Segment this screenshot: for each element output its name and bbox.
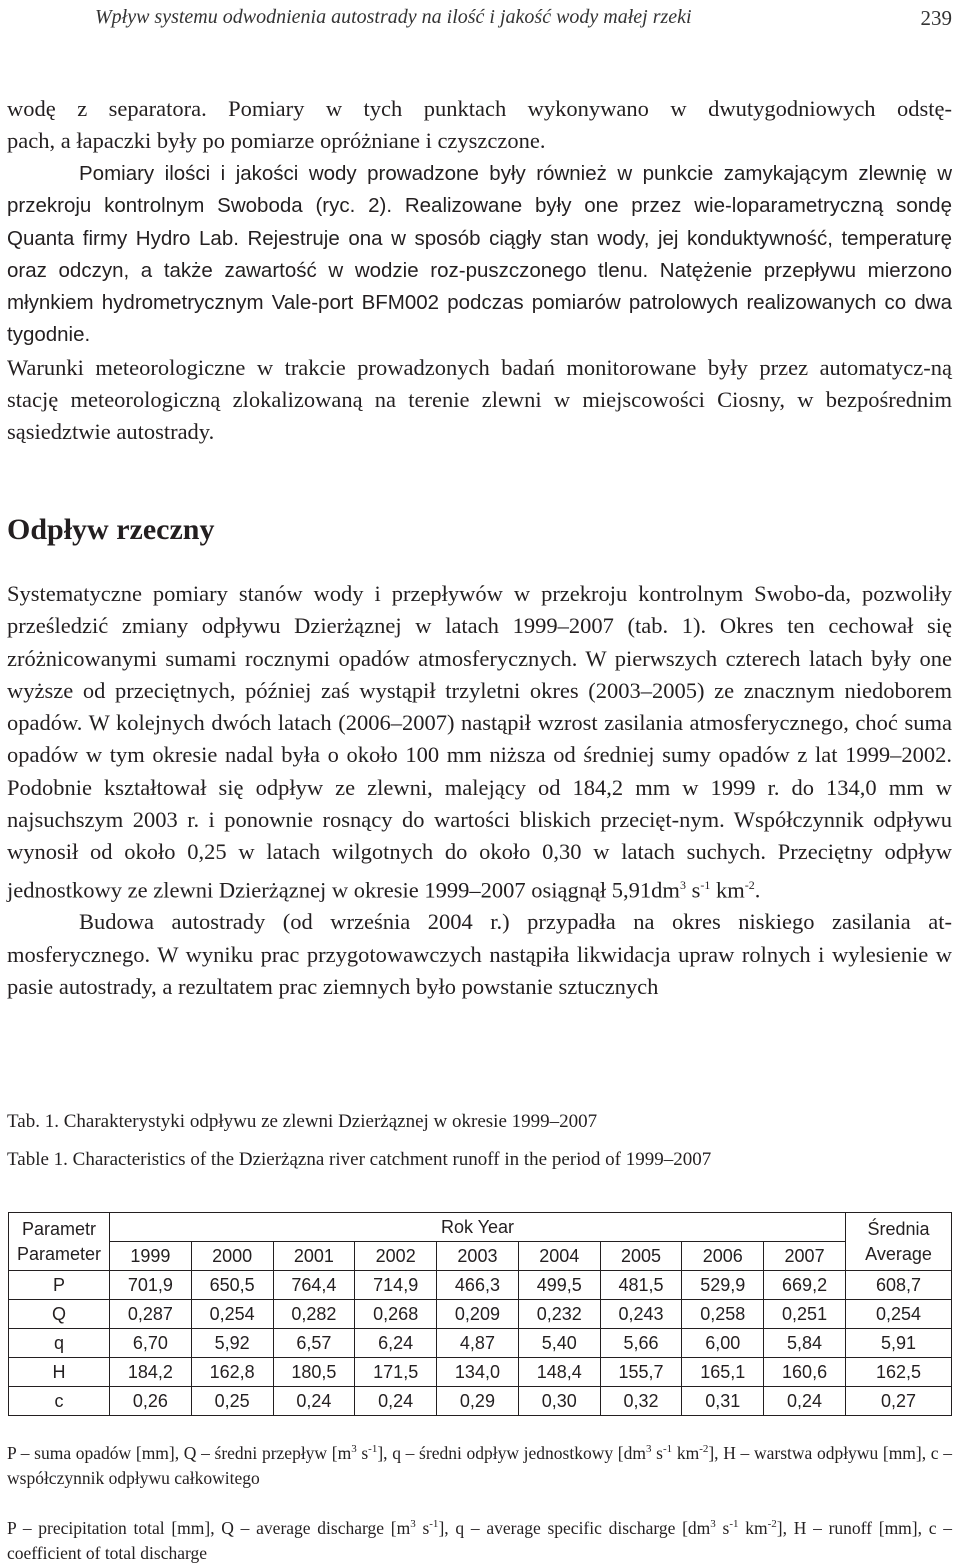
table-cell: 0,26 (110, 1387, 192, 1416)
table-cell: 5,92 (191, 1329, 273, 1358)
note-text: ], H – runoff [mm], c – coefficient of total discharge (7, 1517, 952, 1563)
superscript: -1 (729, 1518, 739, 1530)
table-cell: 0,29 (437, 1387, 519, 1416)
paragraph-highway: Budowa autostrady (od września 2004 r.) przypadła na okres niskiego zasilania at-mosferycznego. W wyniku prac przygotowawczych nastąpiła likwidacja upraw rolnych i wylesienie w pasie autostrady, a rezultatem prac ziemnych było powstanie sztucznych (7, 909, 952, 1000)
year-row (9, 1242, 952, 1271)
table-cell: 165,1 (682, 1358, 764, 1387)
year-cell: 2005 (600, 1242, 682, 1271)
note-text: P – suma opadów [mm], Q – średni przepływ [m (7, 1442, 352, 1463)
superscript: -1 (368, 1443, 378, 1455)
table-cell: 0,282 (273, 1300, 355, 1329)
table-cell: 134,0 (437, 1358, 519, 1387)
table-cell: 0,287 (110, 1300, 192, 1329)
table-cell: 714,9 (355, 1271, 437, 1300)
table-cell-average: 0,254 (846, 1300, 952, 1329)
years-header: Rok Year (110, 1213, 846, 1242)
row-param: P (9, 1271, 110, 1300)
page-number: 239 (920, 6, 952, 30)
note-text: s (415, 1517, 430, 1538)
runoff-table (8, 1212, 952, 1416)
superscript: 3 (645, 1443, 652, 1455)
year-cell: 2000 (191, 1242, 273, 1271)
table-cell: 162,8 (191, 1358, 273, 1387)
table-note-pl (7, 1437, 952, 1491)
table-cell: 180,5 (273, 1358, 355, 1387)
table-cell: 0,232 (518, 1300, 600, 1329)
row-param: q (9, 1329, 110, 1358)
text-line: pach, a łapaczki były po pomiarze opróżniane i czyszczone. (7, 128, 546, 154)
table-row (9, 1358, 952, 1387)
runoff-paragraphs (7, 578, 952, 1003)
table-row (9, 1271, 952, 1300)
note-text: s (356, 1442, 369, 1463)
running-header (0, 6, 952, 30)
table-cell: 6,24 (355, 1329, 437, 1358)
table-cell: 701,9 (110, 1271, 192, 1300)
table-cell: 5,40 (518, 1329, 600, 1358)
table-cell: 0,243 (600, 1300, 682, 1329)
superscript: -2 (744, 877, 755, 892)
note-text: s (651, 1442, 663, 1463)
note-text: km (738, 1517, 768, 1538)
table-cell: 0,32 (600, 1387, 682, 1416)
note-text: ], H – warstwa odpływu [mm], c – współczynnik odpływu całkowitego (7, 1442, 952, 1488)
table-cell: 148,4 (518, 1358, 600, 1387)
table-cell: 0,31 (682, 1387, 764, 1416)
table-cell: 0,254 (191, 1300, 273, 1329)
table-cell: 669,2 (764, 1271, 846, 1300)
table-row (9, 1387, 952, 1416)
year-cell: 2007 (764, 1242, 846, 1271)
table-cell: 0,24 (273, 1387, 355, 1416)
table-caption-pl: Tab. 1. Charakterystyki odpływu ze zlewni Dzierżąznej w okresie 1999–2007 (7, 1111, 598, 1132)
year-cell: 2004 (518, 1242, 600, 1271)
note-text: ], q – średni odpływ jednostkowy [dm (377, 1442, 646, 1463)
paragraph-serif-part: Warunki meteorologiczne w trakcie prowadzonych badań monitorowane były przez automatycz-ną stację meteorologiczną zlokalizowaną na terenie zlewni w miejscowości Ciosny, w bezpośrednim sąsiedztwie autostrady. (7, 354, 952, 445)
table-cell: 5,84 (764, 1329, 846, 1358)
row-param: H (9, 1358, 110, 1387)
table-cell: 650,5 (191, 1271, 273, 1300)
superscript: -2 (767, 1518, 777, 1530)
paragraph-runoff (7, 578, 952, 906)
table-cell: 0,209 (437, 1300, 519, 1329)
table-cell: 171,5 (355, 1358, 437, 1387)
continuation-paragraph (7, 93, 952, 159)
unit-text: s (685, 877, 701, 903)
table-caption-en: Table 1. Characteristics of the Dzierżązna river catchment runoff in the period of 1999–2007 (7, 1149, 712, 1170)
superscript: -1 (662, 1443, 673, 1455)
note-text: P – precipitation total [mm], Q – average discharge [m (7, 1517, 411, 1538)
table-cell: 529,9 (682, 1271, 764, 1300)
table-cell: 0,25 (191, 1387, 273, 1416)
paragraph-text: Systematyczne pomiary stanów wody i przepływów w przekroju kontrolnym Swobo-da, pozwoliły prześledzić zmiany odpływu Dzierżąznej w latach 1999–2007 (tab. 1). Okres ten cechował się zróżnicowanymi sumami rocznymi opadów atmosferycznych. W pierwszych czterech latach były one wyższe od przeciętnych, później zaś wystąpił trzyletni okres (2003–2005) ze znacznym niedoborem opadów. W kolejnych dwóch latach (2006–2007) nastąpił wzrost zasilania atmosferycznego, choć suma opadów w tym okresie nadal była o około 100 mm niższa od średniej sumy opadów z lat 1999–2002. Podobnie kształtował się odpływ ze zlewni, malejący od 184,2 mm w 1999 r. do 134,0 mm w najsuchszym 2003 r. i ponownie rosnący do wartości bliskich przecięt-nym. Współczynnik odpływu wynosił od około 0,25 w latach wilgotnych do około 0,30 w latach suchych. Przeciętny odpływ jednostkowy ze zlewni Dzierżąznej w okresie 1999–2007 osiągnął 5,91dm (7, 581, 952, 903)
table-cell-average: 5,91 (846, 1329, 952, 1358)
row-param: Q (9, 1300, 110, 1329)
superscript: -2 (699, 1443, 709, 1455)
note-text: ], q – average specific discharge [dm (438, 1517, 711, 1538)
table-cell: 6,57 (273, 1329, 355, 1358)
table-cell: 155,7 (600, 1358, 682, 1387)
table-cell: 6,00 (682, 1329, 764, 1358)
average-header-pl: Średnia (867, 1218, 930, 1239)
note-text: s (715, 1517, 730, 1538)
unit-text: . (754, 877, 761, 903)
superscript: 3 (351, 1443, 357, 1455)
superscript: 3 (410, 1518, 416, 1530)
table-row (9, 1300, 952, 1329)
table-cell: 0,30 (518, 1387, 600, 1416)
param-header-en: Parameter (16, 1243, 102, 1264)
section-heading: Odpływ rzeczny (7, 513, 215, 546)
year-cell: 2003 (437, 1242, 519, 1271)
table-cell: 4,87 (437, 1329, 519, 1358)
year-cell: 2001 (273, 1242, 355, 1271)
table-cell: 499,5 (518, 1271, 600, 1300)
year-cell: 1999 (110, 1242, 192, 1271)
table-cell: 0,24 (764, 1387, 846, 1416)
table-cell: 764,4 (273, 1271, 355, 1300)
table-cell: 0,258 (682, 1300, 764, 1329)
table-cell: 160,6 (764, 1358, 846, 1387)
table-cell: 0,268 (355, 1300, 437, 1329)
param-header (9, 1213, 110, 1271)
running-title: Wpływ systemu odwodnienia autostrady na ilość i jakość wody małej rzeki (95, 6, 692, 28)
table-cell: 481,5 (600, 1271, 682, 1300)
row-param: c (9, 1387, 110, 1416)
unit-text: km (710, 877, 745, 903)
table-cell: 6,70 (110, 1329, 192, 1358)
superscript: -1 (429, 1518, 439, 1530)
year-cell: 2002 (355, 1242, 437, 1271)
table-row (9, 1329, 952, 1358)
table-cell: 0,24 (355, 1387, 437, 1416)
average-header-en: Average (865, 1243, 932, 1264)
note-text: km (672, 1442, 700, 1463)
table-cell: 5,66 (600, 1329, 682, 1358)
superscript: 3 (710, 1518, 716, 1530)
table-cell: 184,2 (110, 1358, 192, 1387)
measurement-paragraph (7, 158, 952, 449)
superscript: 3 (679, 877, 686, 892)
table-cell: 466,3 (437, 1271, 519, 1300)
paragraph-sans-part: Pomiary ilości i jakości wody prowadzone były również w punkcie zamykającym zlewnię w przekroju kontrolnym Swoboda (ryc. 2). Realizowane były one przez wie-loparametryczną sondę Quanta firmy Hydro Lab. Rejestruje ona w sposób ciągły stan wody, jej konduktywność, temperaturę oraz odczyn, a także zawartość w wodzie roz-puszczonego tlenu. Natężenie przepływu mierzono młynkiem hydrometrycznym Vale-port BFM002 podczas pomiarów patrolowych realizowanych co dwa tygodnie. (7, 162, 952, 347)
table-note-en (7, 1512, 952, 1566)
table-cell-average: 162,5 (846, 1358, 952, 1387)
param-header-pl: Parametr (21, 1218, 97, 1239)
superscript: -1 (700, 877, 711, 892)
average-header (846, 1213, 952, 1271)
year-cell: 2006 (682, 1242, 764, 1271)
table-cell: 0,251 (764, 1300, 846, 1329)
text-line: wodę z separatora. Pomiary w tych punktach wykonywano w dwutygodniowych odstę- (7, 96, 952, 121)
table-cell-average: 0,27 (846, 1387, 952, 1416)
table-cell-average: 608,7 (846, 1271, 952, 1300)
